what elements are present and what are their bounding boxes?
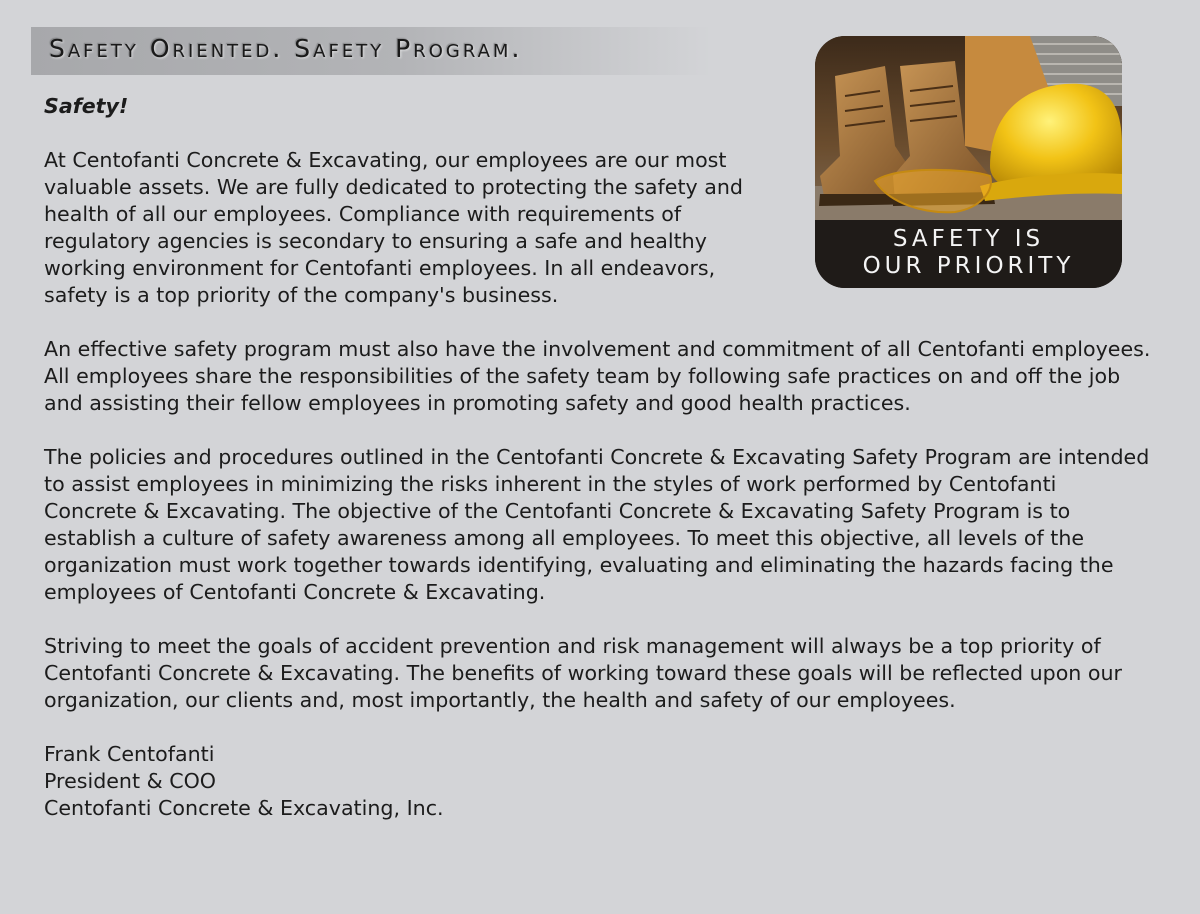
- paragraph-involvement: An effective safety program must also have the involvement and commitment of all Centofanti employees. All employees share the responsibilities of the safety team by following safe practices on and off the job and assisting their fellow employees in promoting safety and good health practices.: [44, 337, 1151, 415]
- page-title: Safety Oriented. Safety Program.: [49, 34, 523, 63]
- signature-company: Centofanti Concrete & Excavating, Inc.: [44, 796, 444, 820]
- paragraph-policies: The policies and procedures outlined in the Centofanti Concrete & Excavating Safety Program are intended to assist employees in minimizing the risks inherent in the styles of work performed by Centofanti Concrete & Excavating. The objective of the Centofanti Concrete & Excavating Safety Program is to establish a culture of safety awareness among all employees. To meet this objective, all levels of the organization must work together towards identifying, evaluating and eliminating the hazards facing the employees of Centofanti Concrete & Excavating.: [44, 445, 1150, 604]
- badge-caption-line1: SAFETY IS: [892, 226, 1045, 252]
- safety-statement: [44, 93, 1154, 822]
- badge-caption-line2: OUR PRIORITY: [862, 253, 1075, 279]
- paragraph-intro: At Centofanti Concrete & Excavating, our employees are our most valuable assets. We are fully dedicated to protecting the safety and health of all our employees. Compliance with requirements of regulatory agencies is secondary to ensuring a safe and healthy working environment for Centofanti employees. In all endeavors, safety is a top priority of the company's business.: [44, 148, 744, 307]
- title-bar: [31, 27, 771, 75]
- section-heading: Safety!: [44, 94, 129, 118]
- signature-name: Frank Centofanti: [44, 742, 215, 766]
- signature-role: President & COO: [44, 769, 217, 793]
- signature-block: [44, 741, 1154, 822]
- paragraph-goals: Striving to meet the goals of accident prevention and risk management will always be a top priority of Centofanti Concrete & Excavating. The benefits of working toward these goals will be reflected upon our organization, our clients and, most importantly, the health and safety of our employees.: [44, 634, 1123, 712]
